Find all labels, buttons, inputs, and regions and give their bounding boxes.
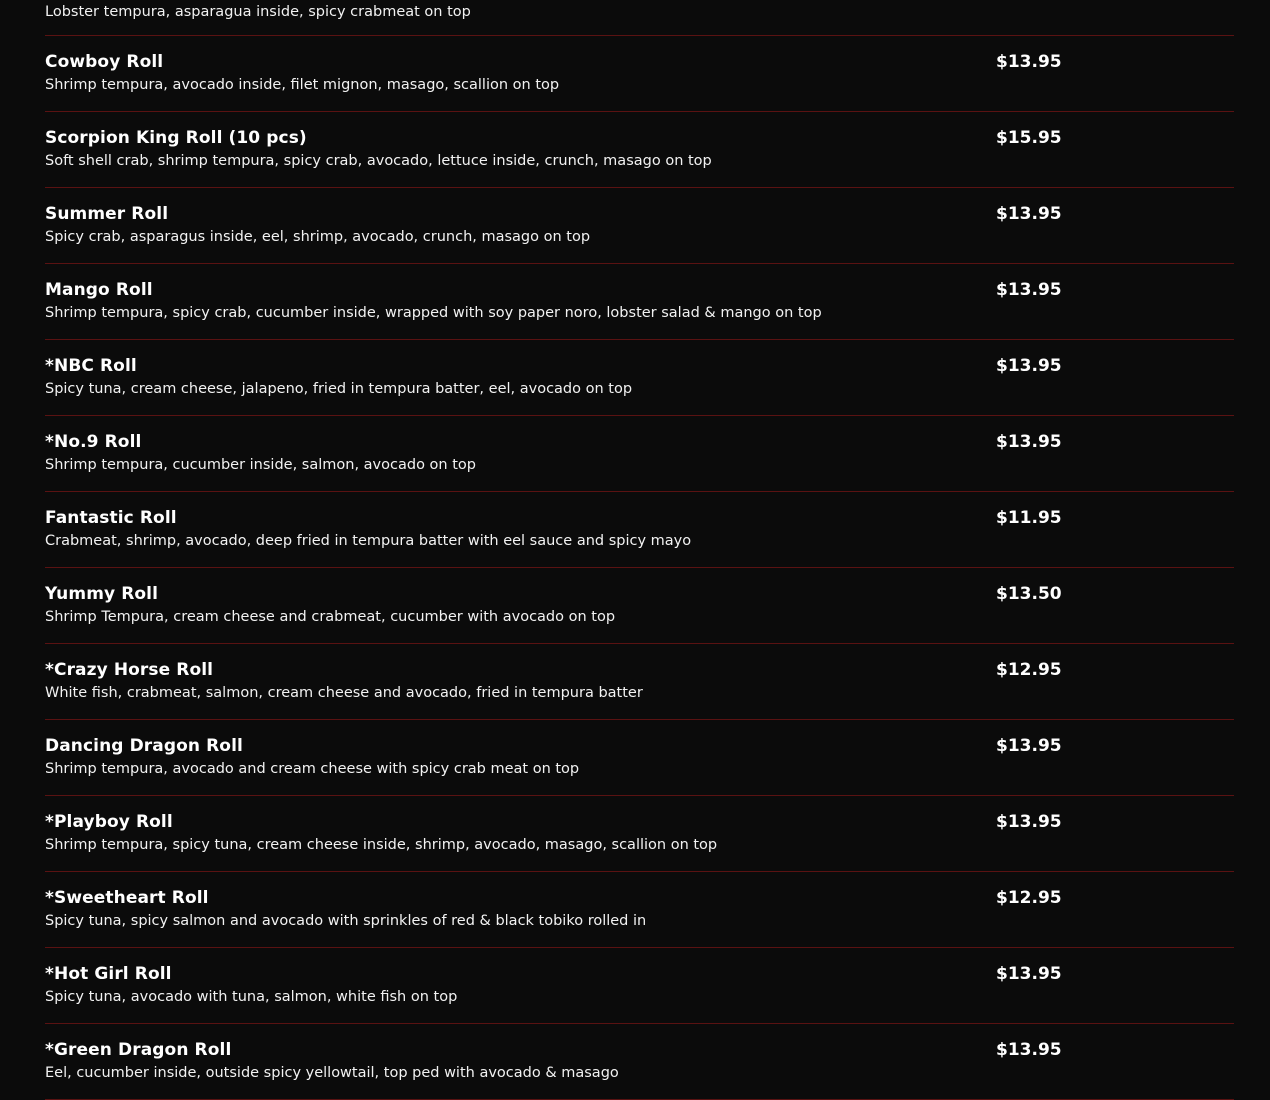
menu-item-price: $13.95 (996, 52, 1062, 72)
menu-item-price: $13.95 (996, 736, 1062, 756)
menu-item-dancing-dragon-roll (45, 720, 1234, 796)
menu-item-name: Dancing Dragon Roll (45, 736, 243, 756)
menu-item-price: $12.95 (996, 888, 1062, 908)
menu-item-description: Shrimp tempura, spicy crab, cucumber inside, wrapped with soy paper noro, lobster salad & mango on top (45, 305, 822, 321)
menu-item-name: Scorpion King Roll (10 pcs) (45, 128, 307, 148)
menu-item-description: Shrimp tempura, cucumber inside, salmon, avocado on top (45, 457, 476, 473)
menu-item-price: $13.95 (996, 812, 1062, 832)
menu-item-nbc-roll (45, 340, 1234, 416)
menu-item-name: *No.9 Roll (45, 432, 142, 452)
menu-item-description: Shrimp Tempura, cream cheese and crabmeat, cucumber with avocado on top (45, 609, 616, 625)
menu-item-name: *Sweetheart Roll (45, 888, 209, 908)
menu-item-name: Yummy Roll (45, 584, 159, 604)
menu-item-description: Shrimp tempura, avocado inside, filet mignon, masago, scallion on top (45, 77, 560, 93)
menu-item-name: Mango Roll (45, 280, 153, 300)
menu-item-fantastic-roll (45, 492, 1234, 568)
menu-item-hot-girl-roll (45, 948, 1234, 1024)
menu-item-description: Shrimp tempura, spicy tuna, cream cheese inside, shrimp, avocado, masago, scallion on top (45, 837, 718, 853)
menu-item-price: $13.95 (996, 356, 1062, 376)
menu-item-scorpion-king-roll (45, 112, 1234, 188)
menu-item-mango-roll (45, 264, 1234, 340)
menu-item-name: *Crazy Horse Roll (45, 660, 214, 680)
menu-item-partial (45, 0, 1234, 36)
menu-item-no9-roll (45, 416, 1234, 492)
menu-item-price: $13.95 (996, 1040, 1062, 1060)
menu-item-name: *NBC Roll (45, 356, 137, 376)
menu-item-price: $13.95 (996, 204, 1062, 224)
menu-item-price: $13.95 (996, 280, 1062, 300)
menu-item-name: Summer Roll (45, 204, 169, 224)
menu-item-description: Spicy crab, asparagus inside, eel, shrimp, avocado, crunch, masago on top (45, 229, 591, 245)
menu-item-price: $13.95 (996, 432, 1062, 452)
menu-item-cowboy-roll (45, 36, 1234, 112)
menu-item-description: Eel, cucumber inside, outside spicy yellowtail, top ped with avocado & masago (45, 1065, 619, 1081)
menu-item-description: Spicy tuna, cream cheese, jalapeno, fried in tempura batter, eel, avocado on top (45, 381, 633, 397)
menu-item-name: Fantastic Roll (45, 508, 177, 528)
menu-item-description: Spicy tuna, avocado with tuna, salmon, white fish on top (45, 989, 458, 1005)
menu-item-price: $15.95 (996, 128, 1062, 148)
menu-item-name: Cowboy Roll (45, 52, 164, 72)
menu-item-description: Lobster tempura, asparagua inside, spicy crabmeat on top (45, 4, 471, 20)
menu-item-crazy-horse-roll (45, 644, 1234, 720)
menu-item-description: Soft shell crab, shrimp tempura, spicy crab, avocado, lettuce inside, crunch, masago on top (45, 153, 712, 169)
menu-item-sweetheart-roll (45, 872, 1234, 948)
menu-item-summer-roll (45, 188, 1234, 264)
menu-item-description: Spicy tuna, spicy salmon and avocado with sprinkles of red & black tobiko rolled in (45, 913, 647, 929)
menu-item-yummy-roll (45, 568, 1234, 644)
menu-item-description: Crabmeat, shrimp, avocado, deep fried in tempura batter with eel sauce and spicy mayo (45, 533, 692, 549)
menu-item-description: Shrimp tempura, avocado and cream cheese with spicy crab meat on top (45, 761, 580, 777)
menu-item-description: White fish, crabmeat, salmon, cream cheese and avocado, fried in tempura batter (45, 685, 643, 701)
menu-list (45, 0, 1234, 1100)
menu-item-playboy-roll (45, 796, 1234, 872)
menu-item-name: *Hot Girl Roll (45, 964, 172, 984)
menu-item-price: $13.95 (996, 964, 1062, 984)
menu-item-price: $12.95 (996, 660, 1062, 680)
menu-item-price: $13.50 (996, 584, 1062, 604)
menu-item-name: *Playboy Roll (45, 812, 173, 832)
menu-item-price: $11.95 (996, 508, 1062, 528)
menu-item-name: *Green Dragon Roll (45, 1040, 232, 1060)
